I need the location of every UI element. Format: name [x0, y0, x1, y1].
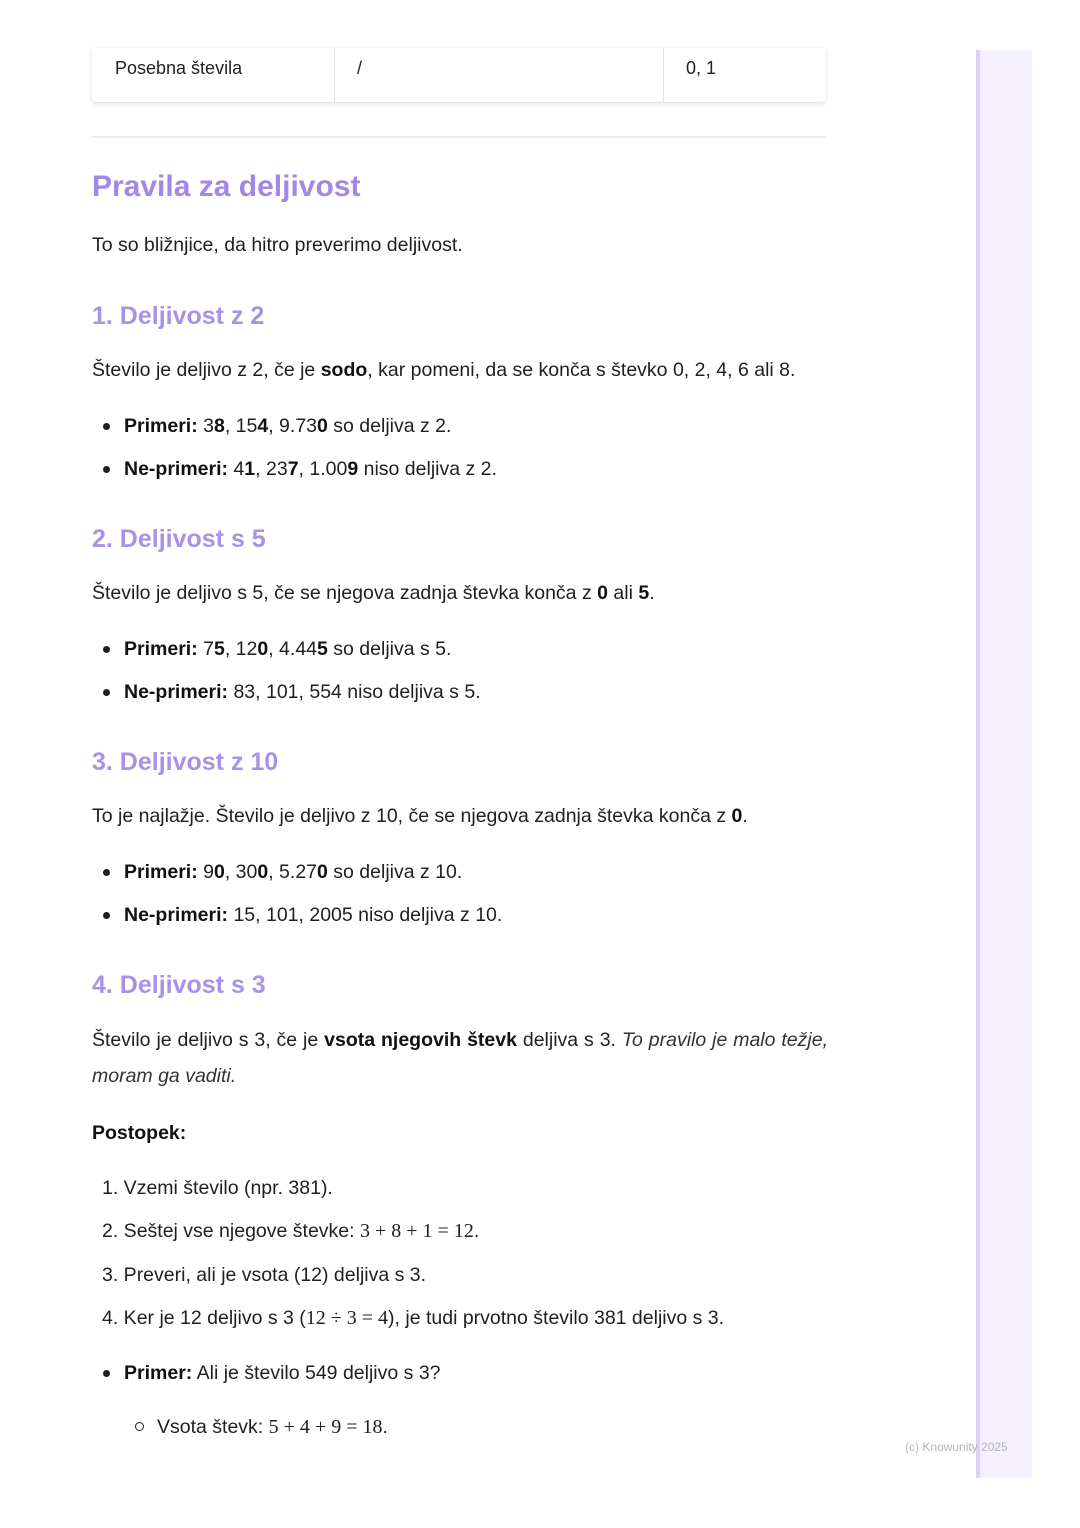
- list-item-sub: Vsota števk: 5 + 4 + 9 = 18.: [157, 1416, 388, 1438]
- paragraph-rule-3: Število je deljivo s 3, če je vsota njegovih števk deljiva s 3. To pravilo je malo težje, moram ga vaditi.: [92, 1029, 828, 1087]
- list-item-step: 1. Vzemi število (npr. 381).: [102, 1177, 333, 1199]
- heading-divisibility-3: 4. Deljivost s 3: [92, 971, 266, 999]
- list-item-non-examples-2: Ne-primeri: 41, 237, 1.009 niso deljiva z 2.: [124, 458, 497, 480]
- copyright-text: (c) Knowunity 2025: [905, 1440, 1008, 1454]
- list-item-non-examples-10: Ne-primeri: 15, 101, 2005 niso deljiva z 10.: [124, 904, 503, 926]
- table-cell-value: /: [335, 48, 664, 102]
- procedure-label: Postopek:: [92, 1122, 187, 1144]
- paragraph-rule-10: To je najlažje. Število je deljivo z 10, če se njegova zadnja števka konča z 0.: [92, 805, 748, 827]
- list-item-step: 2. Seštej vse njegove števke: 3 + 8 + 1 = 12.: [102, 1220, 480, 1242]
- list-item-step: 3. Preveri, ali je vsota (12) deljiva s 3.: [102, 1264, 427, 1286]
- paragraph-rule-2: Število je deljivo z 2, če je sodo, kar pomeni, da se konča s števko 0, 2, 4, 6 ali 8.: [92, 359, 796, 381]
- list-item-non-examples-5: Ne-primeri: 83, 101, 554 niso deljiva s 5.: [124, 681, 481, 703]
- heading-divisibility-2: 1. Deljivost z 2: [92, 302, 265, 330]
- list-item-example-3: Primer: Ali je število 549 deljivo s 3?: [124, 1362, 441, 1384]
- side-panel: [976, 50, 1032, 1478]
- table-cell-value: 0, 1: [686, 58, 717, 78]
- table-cell-name: Posebna števila: [92, 48, 335, 102]
- list-item-examples-5: Primeri: 75, 120, 4.445 so deljiva s 5.: [124, 638, 452, 660]
- heading-divisibility-5: 2. Deljivost s 5: [92, 525, 266, 553]
- list-item-examples-10: Primeri: 90, 300, 5.270 so deljiva z 10.: [124, 861, 463, 883]
- heading-divisibility-10: 3. Deljivost z 10: [92, 748, 279, 776]
- list-item-step: 4. Ker je 12 deljivo s 3 (12 ÷ 3 = 4), je tudi prvotno število 381 deljivo s 3.: [102, 1307, 725, 1329]
- section-intro: To so bližnjice, da hitro preverimo deljivost.: [92, 234, 463, 256]
- divider: [92, 136, 826, 138]
- list-item-examples-2: Primeri: 38, 154, 9.730 so deljiva z 2.: [124, 415, 452, 437]
- table-row: [92, 48, 826, 102]
- paragraph-rule-5: Število je deljivo s 5, če se njegova zadnja števka konča z 0 ali 5.: [92, 582, 655, 604]
- section-title: Pravila za deljivost: [92, 170, 361, 203]
